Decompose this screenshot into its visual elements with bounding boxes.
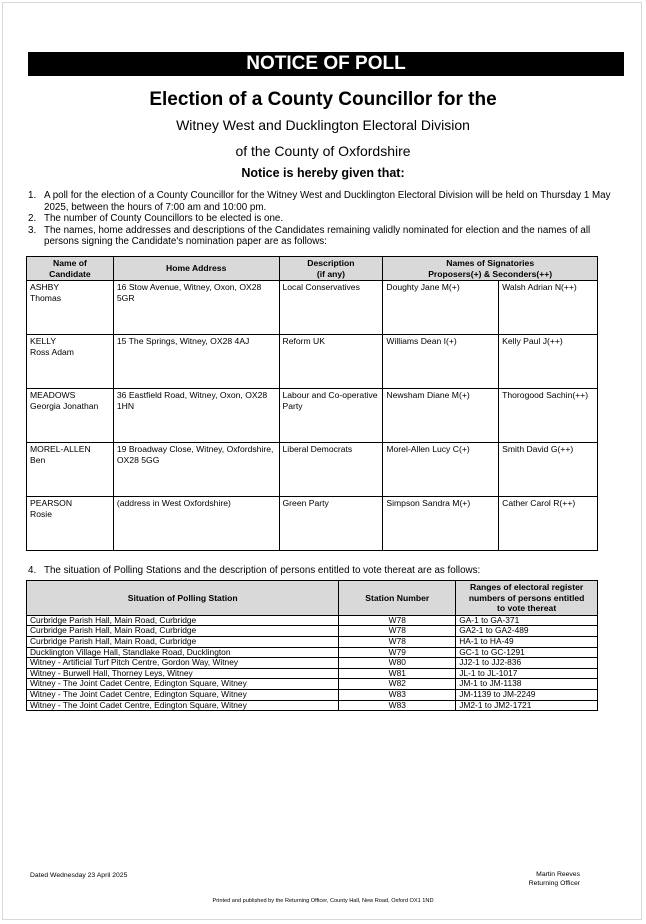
seconder-name: Thorogood Sachin(++) [502,390,589,401]
station-number-cell: W79 [339,647,456,658]
station-number-cell: W78 [339,626,456,637]
candidate-address: 15 The Springs, Witney, OX28 4AJ [116,336,250,347]
notice-item [28,190,618,213]
seconder-cell [499,389,598,443]
station-number-cell: W82 [339,679,456,690]
item-number: 2. [28,213,37,225]
notice-item [28,213,618,225]
description-cell [279,389,383,443]
seconder-name: Walsh Adrian N(++) [502,282,577,293]
header-text: Ranges of electoral register [470,582,584,592]
candidate-forenames: Georgia Jonathan [30,400,99,411]
description-cell [279,443,383,497]
station-number-cell: W78 [339,636,456,647]
station-number-cell: W81 [339,668,456,679]
table-header-row [27,581,598,616]
range-cell: JL-1 to JL-1017 [456,668,598,679]
proposer-name: Morel-Allen Lucy C(+) [386,444,470,455]
candidate-name-cell [27,497,114,551]
item-text: The situation of Polling Stations and the description of persons entitled to vote thereat are as follows: [44,565,481,576]
polling-stations-table [26,580,598,711]
item-text: A poll for the election of a County Councillor for the Witney West and Ducklington Electoral Division will be held on Thursday 1 May 2025, between the hours of 7:00 am and 10:00 pm. [44,190,611,213]
candidate-name-cell [27,443,114,497]
candidate-forenames: Ben [30,454,46,465]
table-row [27,647,598,658]
seconder-cell [499,443,598,497]
seconder-cell [499,497,598,551]
header-description [279,257,383,281]
situation-cell: Witney - The Joint Cadet Centre, Edington Square, Witney [27,679,339,690]
proposer-name: Williams Dean I(+) [386,336,457,347]
seconder-name: Cather Carol R(++) [502,498,576,509]
candidate-address: 16 Stow Avenue, Witney, Oxon, OX28 5GR [116,282,262,303]
header-home-address: Home Address [113,257,279,281]
header-text: Names of Signatories [446,258,535,268]
address-cell [113,443,279,497]
header-situation: Situation of Polling Station [27,581,339,616]
candidate-name-cell [27,389,114,443]
candidate-surname: MOREL-ALLEN [30,444,91,455]
description-cell [279,281,383,335]
notice-heading: Notice is hereby given that: [241,166,405,180]
address-cell [113,497,279,551]
item-number: 3. [28,224,37,236]
range-cell: HA-1 to HA-49 [456,636,598,647]
proposer-cell [383,281,499,335]
candidates-table [26,256,598,551]
table-row [27,658,598,669]
table-row [27,626,598,637]
candidate-description: Green Party [282,498,329,509]
address-cell [113,335,279,389]
candidate-forenames: Ross Adam [30,346,74,357]
table-row [27,443,598,497]
table-row [27,281,598,335]
division-name: Witney West and Ducklington Electoral Division [176,117,470,133]
table-header-row [27,257,598,281]
header-text: to vote thereat [496,603,557,614]
county-name: of the County of Oxfordshire [235,143,411,159]
header-text: Proposers(+) & Seconders(++) [428,268,553,279]
table-row [27,636,598,647]
header-station-number: Station Number [339,581,456,616]
header-text: (if any) [316,268,346,279]
header-candidate-name [27,257,114,281]
situation-cell: Witney - Burwell Hall, Thorney Leys, Witney [27,668,339,679]
situation-cell: Witney - The Joint Cadet Centre, Edington Square, Witney [27,700,339,711]
candidate-address: (address in West Oxfordshire) [116,498,231,509]
description-cell [279,497,383,551]
candidate-forenames: Rosie [30,508,52,519]
description-cell [279,335,383,389]
header-signatories [383,257,598,281]
table-row [27,389,598,443]
seconder-name: Kelly Paul J(++) [502,336,563,347]
range-cell: GC-1 to GC-1291 [456,647,598,658]
candidate-description: Labour and Co-operative Party [282,390,378,411]
table-row [27,700,598,711]
candidate-address: 36 Eastfield Road, Witney, Oxon, OX28 1HN [116,390,268,411]
situation-cell: Curbridge Parish Hall, Main Road, Curbridge [27,626,339,637]
officer-name: Martin Reeves [536,871,580,878]
proposer-cell [383,497,499,551]
header-text: Candidate [49,268,91,279]
range-cell: JM-1139 to JM-2249 [456,689,598,700]
table-row [27,497,598,551]
range-cell: JM2-1 to JM2-1721 [456,700,598,711]
table-row [27,679,598,690]
range-cell: JM-1 to JM-1138 [456,679,598,690]
seconder-cell [499,335,598,389]
address-cell [113,389,279,443]
situation-cell: Witney - The Joint Cadet Centre, Edington Square, Witney [27,689,339,700]
notice-item-4 [28,565,480,576]
candidate-name-cell [27,281,114,335]
notice-item [28,225,618,248]
header-text: Description [307,258,355,268]
range-cell: JJ2-1 to JJ2-836 [456,658,598,669]
proposer-name: Simpson Sandra M(+) [386,498,471,509]
table-row [27,689,598,700]
proposer-cell [383,335,499,389]
proposer-cell [383,389,499,443]
header-text: numbers of persons entitled [468,592,585,603]
seconder-name: Smith David G(++) [502,444,574,455]
header-ranges [456,581,598,616]
candidate-forenames: Thomas [30,292,62,303]
proposer-name: Doughty Jane M(+) [386,282,460,293]
proposer-name: Newsham Diane M(+) [386,390,470,401]
candidate-description: Reform UK [282,336,325,347]
situation-cell: Ducklington Village Hall, Standlake Road, Ducklington [27,647,339,658]
item-text: The names, home addresses and descriptions of the Candidates remaining validly nominated for election and the names of all persons signing the Candidate's nomination paper are as follows: [44,224,591,248]
officer-title: Returning Officer [528,880,580,887]
candidate-surname: MEADOWS [30,390,76,401]
candidate-description: Local Conservatives [282,282,360,293]
seconder-cell [499,281,598,335]
station-number-cell: W83 [339,689,456,700]
proposer-cell [383,443,499,497]
situation-cell: Curbridge Parish Hall, Main Road, Curbridge [27,636,339,647]
situation-cell: Witney - Artificial Turf Pitch Centre, Gordon Way, Witney [27,658,339,669]
table-row [27,668,598,679]
item-text: The number of County Councillors to be elected is one. [44,213,284,225]
dated-text: Dated Wednesday 23 April 2025 [30,872,128,879]
table-row [27,335,598,389]
candidate-surname: ASHBY [30,282,60,293]
range-cell: GA-1 to GA-371 [456,615,598,626]
candidate-address: 19 Broadway Close, Witney, Oxfordshire, OX28 5GG [116,444,274,465]
printed-by: Printed and published by the Returning Officer, County Hall, New Road, Oxford OX1 1ND [212,898,434,904]
station-number-cell: W80 [339,658,456,669]
item-number: 4. [28,565,37,576]
candidate-name-cell [27,335,114,389]
notice-banner: NOTICE OF POLL [28,52,624,76]
station-number-cell: W83 [339,700,456,711]
election-title: Election of a County Councillor for the [149,89,497,110]
notice-items [28,190,618,248]
candidate-surname: PEARSON [30,498,73,509]
address-cell [113,281,279,335]
table-row [27,615,598,626]
candidate-description: Liberal Democrats [282,444,353,455]
header-text: Name of [52,258,87,268]
signature-block [480,870,580,888]
station-number-cell: W78 [339,615,456,626]
candidate-surname: KELLY [30,336,57,347]
situation-cell: Curbridge Parish Hall, Main Road, Curbridge [27,615,339,626]
range-cell: GA2-1 to GA2-489 [456,626,598,637]
item-number: 1. [28,190,37,201]
